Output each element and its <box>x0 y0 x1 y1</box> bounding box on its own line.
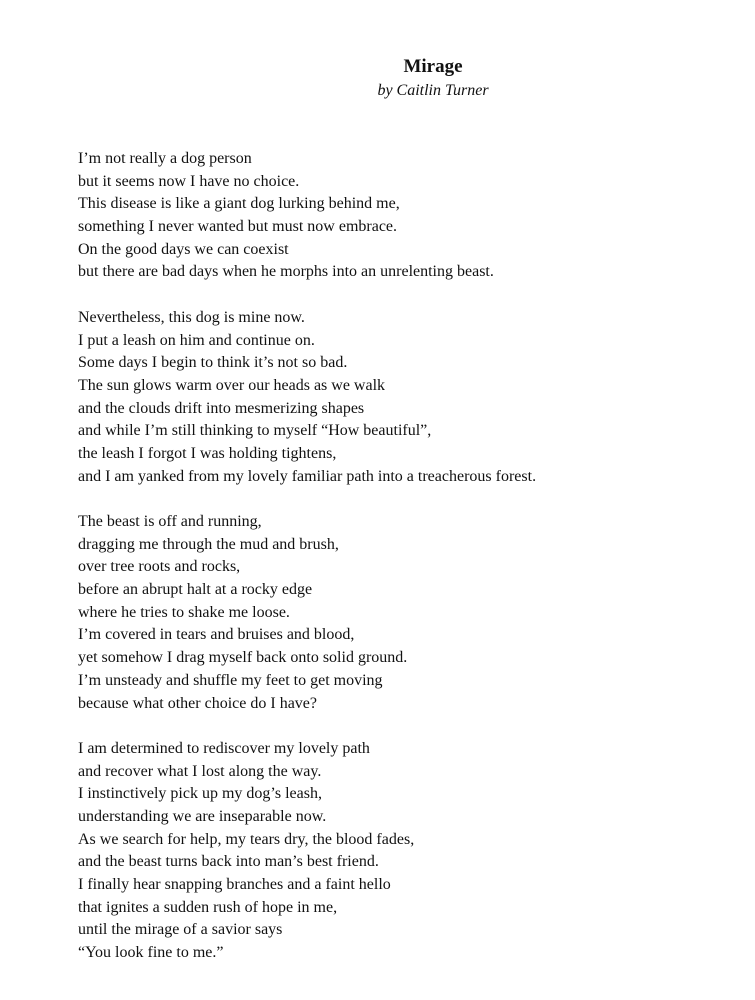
poem-line: and the beast turns back into man’s best friend. <box>78 853 379 871</box>
poem-line: The sun glows warm over our heads as we walk <box>78 376 386 394</box>
poem-line: dragging me through the mud and brush, <box>78 535 339 553</box>
poem-stanza <box>78 307 738 489</box>
poem-line: where he tries to shake me loose. <box>78 603 290 621</box>
poem-stanza <box>78 148 738 284</box>
poem-line: over tree roots and rocks, <box>78 558 241 576</box>
poem-line: I’m not really a dog person <box>78 150 252 167</box>
poem-line: I’m covered in tears and bruises and blood, <box>78 626 355 644</box>
poem-body <box>78 148 738 987</box>
poem-line: until the mirage of a savior says <box>78 921 283 939</box>
poem-line: before an abrupt halt at a rocky edge <box>78 581 313 599</box>
poem-line: I put a leash on him and continue on. <box>78 331 315 349</box>
poem-line: understanding we are inseparable now. <box>78 807 327 825</box>
poem-line: because what other choice do I have? <box>78 694 317 712</box>
poem-line: I instinctively pick up my dog’s leash, <box>78 785 322 803</box>
poem-line: something I never wanted but must now embrace. <box>78 218 398 236</box>
poem-line: and the clouds drift into mesmerizing shapes <box>78 399 365 417</box>
poem-line: and I am yanked from my lovely familiar path into a treacherous forest. <box>78 467 537 485</box>
poem-line: the leash I forgot I was holding tightens, <box>78 444 337 462</box>
poem-line: Some days I begin to think it’s not so bad. <box>78 354 348 372</box>
poem-stanza <box>78 511 738 715</box>
poem-line: but it seems now I have no choice. <box>78 172 300 190</box>
poem-line: and recover what I lost along the way. <box>78 762 322 780</box>
poem-line: “You look fine to me.” <box>78 944 224 962</box>
poem-line: I’m unsteady and shuffle my feet to get moving <box>78 671 383 689</box>
poem-stanza <box>78 738 738 965</box>
poem-line: Nevertheless, this dog is mine now. <box>78 308 305 326</box>
poem-line: As we search for help, my tears dry, the blood fades, <box>78 830 415 848</box>
poem-line: The beast is off and running, <box>78 513 262 530</box>
poem-line: and while I’m still thinking to myself “How beautiful”, <box>78 422 432 440</box>
poem-line: On the good days we can coexist <box>78 240 289 258</box>
poem-line: I am determined to rediscover my lovely path <box>78 739 370 757</box>
poem-title: Mirage <box>403 56 463 77</box>
poem-line: yet somehow I drag myself back onto solid ground. <box>78 649 408 667</box>
poem-line: This disease is like a giant dog lurking behind me, <box>78 195 400 213</box>
poem-byline: by Caitlin Turner <box>377 82 489 99</box>
poem-line: that ignites a sudden rush of hope in me, <box>78 898 338 916</box>
poem-line: I finally hear snapping branches and a faint hello <box>78 876 391 893</box>
poem-line: but there are bad days when he morphs into an unrelenting beast. <box>78 263 494 281</box>
